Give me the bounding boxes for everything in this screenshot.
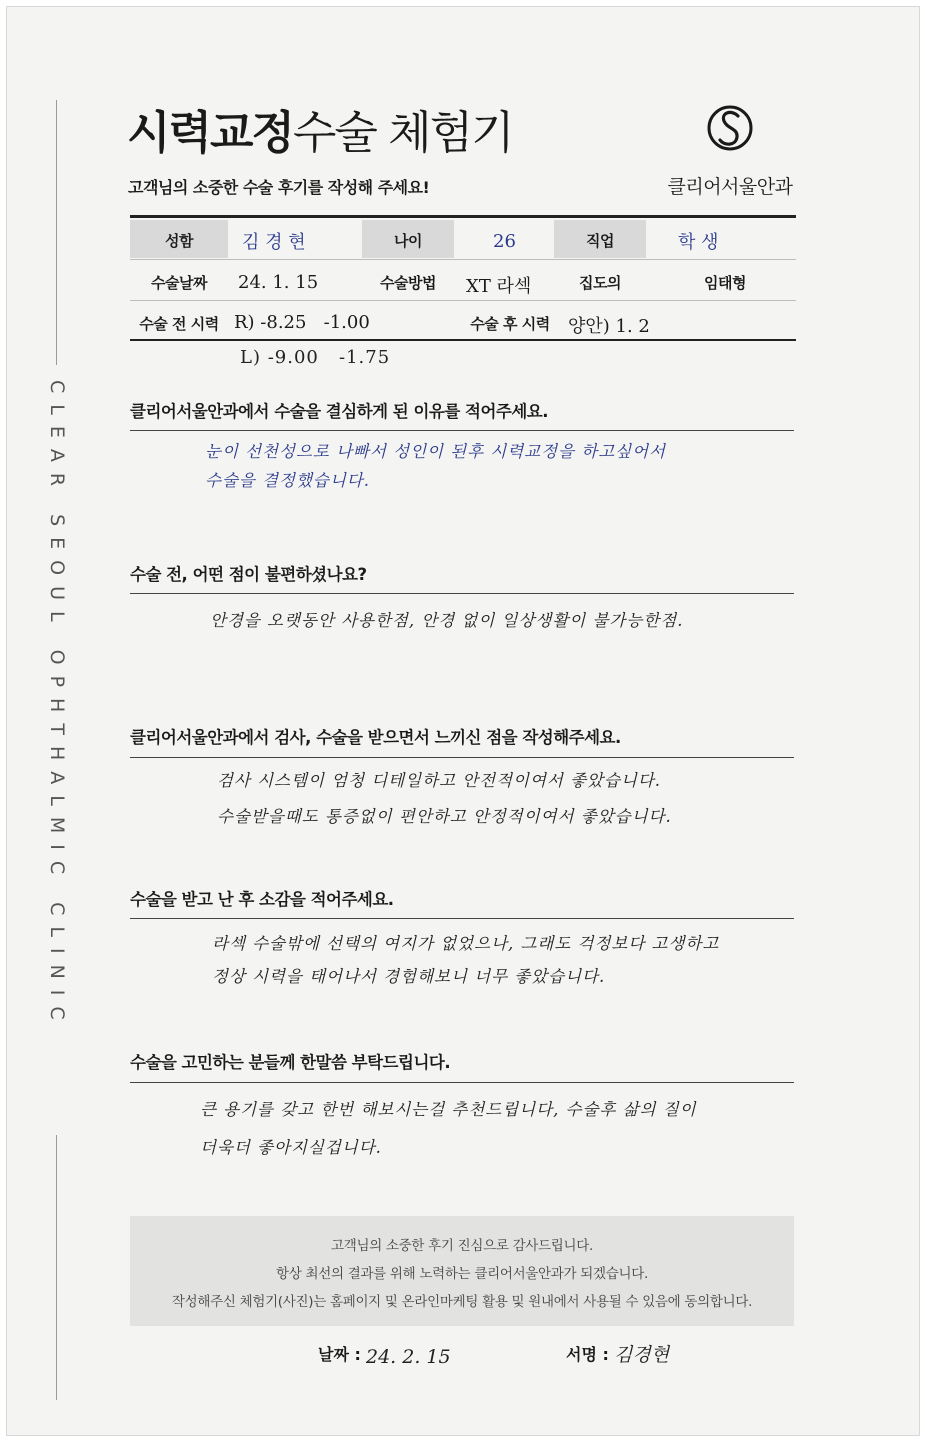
question-3: 클리어서울안과에서 검사, 수술을 받으면서 느끼신 점을 작성해주세요.	[130, 728, 621, 747]
date-value: 24. 2. 15	[366, 1346, 451, 1368]
answer-1-line-1: 눈이 선천성으로 나빠서 성인이 된후 시력교정을 하고싶어서	[205, 442, 666, 461]
age-value: 26	[493, 231, 516, 252]
answer-3-line-2: 수술받을때도 통증없이 편안하고 안정적이여서 좋았습니다.	[217, 807, 672, 826]
answer-4-line-2: 정상 시력을 태어나서 경험해보니 너무 좋았습니다.	[212, 967, 606, 986]
answer-2-line-1: 안경을 오랫동안 사용한점, 안경 없이 일상생활이 불가능한점.	[210, 611, 684, 630]
question-5: 수술을 고민하는 분들께 한말씀 부탁드립니다.	[130, 1053, 451, 1072]
job-label: 직업	[586, 232, 614, 250]
footer-line-1: 고객님의 소중한 후기 진심으로 감사드립니다.	[330, 1238, 594, 1254]
answer-4-line-1: 라섹 수술밖에 선택의 여지가 없었으나, 그래도 걱정보다 고생하고	[212, 934, 720, 953]
post-vision-label: 수술 후 시력	[470, 315, 550, 333]
surgery-date-value: 24. 1. 15	[238, 272, 319, 293]
pre-vision-label: 수술 전 시력	[139, 315, 219, 333]
doctor-value: 임태형	[704, 274, 746, 292]
name-label: 성함	[165, 232, 193, 250]
question-1-rule	[130, 430, 794, 431]
job-value: 학 생	[678, 232, 719, 253]
question-4: 수술을 받고 난 후 소감을 적어주세요.	[130, 890, 394, 909]
consent-box	[130, 1216, 794, 1326]
answer-3-line-1: 검사 시스템이 엄청 디테일하고 안전적이여서 좋았습니다.	[217, 771, 662, 790]
age-label: 나이	[394, 232, 422, 250]
question-1: 클리어서울안과에서 수술을 결심하게 된 이유를 적어주세요.	[130, 402, 548, 421]
title-light: 수술 체험기	[292, 106, 513, 159]
method-label: 수술방법	[380, 274, 436, 292]
signature-label: 서명 :	[566, 1345, 609, 1364]
question-5-rule	[130, 1082, 794, 1083]
question-3-rule	[130, 757, 794, 758]
name-value: 김 경 현	[242, 232, 306, 253]
footer-line-2: 항상 최선의 결과를 위해 노력하는 클리어서울안과가 되겠습니다.	[276, 1266, 648, 1282]
answer-5-line-2: 더욱더 좋아지실겁니다.	[200, 1138, 382, 1157]
footer-line-3: 작성해주신 체험기(사진)는 홈페이지 및 온라인마케팅 활용 및 원내에서 사용될 수 있음에 동의합니다.	[171, 1294, 753, 1310]
surgery-date-label: 수술날짜	[151, 274, 207, 292]
method-value: XT 라섹	[466, 276, 532, 297]
page-subtitle: 고객님의 소중한 수술 후기를 작성해 주세요!	[128, 178, 430, 197]
vertical-clinic-name: CLEAR SEOUL OPHTHALMIC CLINIC	[46, 380, 68, 1031]
clear-seoul-logo-icon	[707, 100, 753, 166]
signature-value: 김경현	[614, 1344, 670, 1366]
patient-info-table	[130, 215, 796, 340]
date-label: 날짜 :	[318, 1345, 361, 1364]
post-vision-value: 양안) 1. 2	[568, 316, 650, 337]
question-4-rule	[130, 918, 794, 919]
title-bold: 시력교정	[127, 106, 293, 159]
doctor-label: 집도의	[579, 274, 621, 292]
answer-5-line-1: 큰 용기를 갖고 한번 해보시는걸 추천드립니다, 수술후 삶의 질이	[200, 1100, 697, 1119]
page-title	[127, 96, 513, 161]
clinic-logo	[655, 100, 805, 200]
question-2: 수술 전, 어떤 점이 불편하셨나요?	[130, 565, 367, 584]
pre-vision-left: L) -9.00 -1.75	[240, 347, 391, 368]
answer-1-line-2: 수술을 결정했습니다.	[205, 471, 370, 490]
question-2-rule	[130, 593, 794, 594]
left-rule-bottom	[56, 1135, 57, 1400]
left-rule-top	[56, 100, 57, 365]
logo-text: 클리어서울안과	[667, 176, 793, 198]
pre-vision-right: R) -8.25 -1.00	[234, 312, 370, 333]
